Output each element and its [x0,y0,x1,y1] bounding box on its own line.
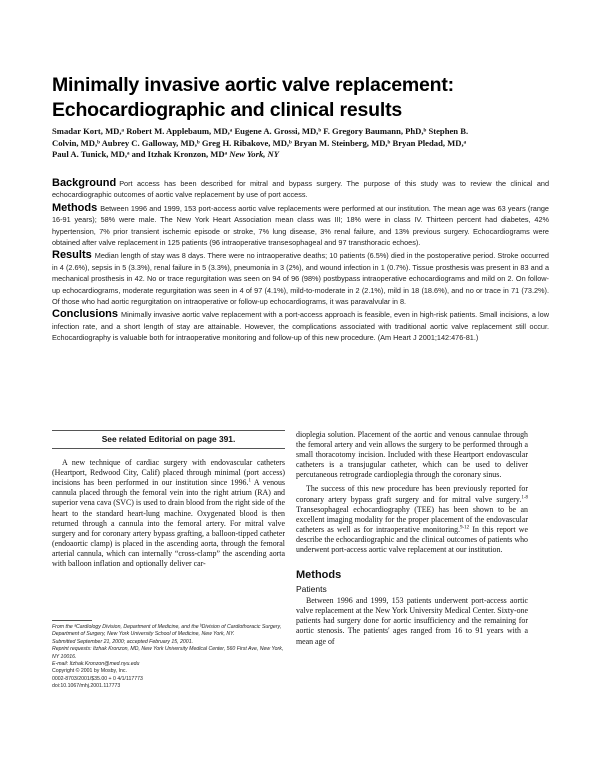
right-column [296,430,528,647]
intro-text: A new technique of cardiac surgery with endovascular catheters (Heartport, Redwood City, Calif) placed through minimal (port access) incisions has been performed in our institution since 1996. [52,458,285,488]
abstract-results-text: Median length of stay was 8 days. There were no intraoperative deaths; 10 patients (6.5%) died in the postoperative period. Stroke occurred in 4 (2.6%), sepsis in 5 (3.3%), renal failure in 5 (3.3%), pneumonia in 3 (2%), and wound infection in 1 (0.7%). Tissue prosthesis was present in 83 and a mechanical prosthesis in 42. No or trace regurgitation was seen on 94 of 96 (98%) postbypass intraoperative echocardiograms and mild on 2. On follow-up echocardiograms, moderate regurgitation was seen in 4 of 97 (4.1%), mild-to-moderate in 2 (2.1%), mild in 18 (18.6%), and no or trace in 71 (73.2%). Of those who had aortic regurgitation on intraoperative or follow-up echocardiograms, it was paravalvular in 8. [52,251,549,307]
authors-line-2: Colvin, MD,ᵇ Aubrey C. Galloway, MD,ᵇ Greg H. Ribakove, MD,ᵇ Bryan M. Steinberg, MD,ᵇ Bryan Pledad, MD,ᵃ [52,137,467,148]
footnote-issn: 0002-8703/2001/$35.00 + 0 4/1/117773 [52,675,143,682]
authors-line-1: Smadar Kort, MD,ᵃ Robert M. Applebaum, MD,ᵃ Eugene A. Grossi, MD,ᵇ F. Gregory Baumann, PhD,ᵇ Stephen B. [52,126,469,136]
authors-line-3 [52,149,552,161]
right-p2-cont: Transesophageal echocardiography (TEE) has been shown to be an excellent imaging modality for the proper placement of the endovascular catheters as well as for intraoperative monitoring. [296,504,528,534]
right-paragraph-1: dioplegia solution. Placement of the aortic and venous cannulae through the femoral artery and vein allows the surgery to be performed through a small thoracotomy incision. Included with these Heartport endovascular catheters is a transjugular catheter, which can be used to deliver percutaneous retrograde cardioplegia through the coronary sinus. [296,430,528,480]
left-column [52,430,285,569]
abstract-methods-text: Between 1996 and 1999, 153 port-access aortic valve replacements were performed at our institution. The mean age was 63 years (range 16-91 years); 58% were male. The New York Heart Association mean class was III; 18% were in class IV. Thirteen percent had diabetes, 42% hypertension, 7% prior transient ischemic episode or stroke, 7% lung disease, 3% renal failure, and 13% previous surgery. Echocardiograms were obtained after valve replacement in 125 patients (96 intraoperative transesophageal and 97 transthoracic echoes). [52,203,549,248]
right-paragraph-2 [296,484,528,555]
abstract-methods [52,203,549,249]
abstract-methods-head: Methods [52,201,98,214]
abstract-background-text: Port access has been described for mitral and bypass surgery. The purpose of this study was to review the clinical and echocardiographic outcomes of aortic valve replacement by use of port access. [52,179,549,200]
related-editorial-note: See related Editorial on page 391. [101,434,236,444]
title-line-2: Echocardiographic and clinical results [52,99,403,121]
author-list [52,126,552,161]
article-title [52,73,552,123]
right-p2-text: The success of this new procedure has been previously reported for coronary artery bypass graft surgery and for mitral valve surgery. [296,484,528,504]
footnote-copyright: Copyright © 2001 by Mosby, Inc. [52,668,127,675]
abstract-conclusions-text: Minimally invasive aortic valve replacement with a port-access approach is feasible, even in high-risk patients. Small incisions, a low infection rate, and a short length of stay are attainable. However, the complications associated with traditional aortic valve replacement still occur. Echocardiography is valuable both for intraoperative monitoring and follow-up of this new procedure. (Am Heart J 2001;142:476-81.) [52,310,549,343]
intro-paragraph [52,458,285,569]
abstract-results-head: Results [52,249,92,262]
authors-location: New York, NY [229,149,279,159]
footnotes [52,620,285,691]
abstract-conclusions [52,309,549,343]
patients-paragraph: Between 1996 and 1999, 153 patients underwent port-access aortic valve replacement at the New York University Medical Center. Sixty-one patients had surgery done for aortic insufficiency and the remaining for aortic stenosis. The patients' ages ranged from 16 to 91 years with a mean age of [296,596,528,646]
footnote-submitted: Submitted September 21, 2000; accepted February 15, 2001. [52,638,194,645]
right-p2-cont2: In this report we describe the echocardiographic and the clinical outcomes of patients who underwent port-access aortic valve replacement at our institution. [296,524,528,555]
title-line-1: Minimally invasive aortic valve replacement: [52,74,454,96]
footnote-doi: doi:10.1067/mhj.2001.117773 [52,683,121,690]
abstract-results [52,250,549,307]
right-p2-ref: 1-8 [521,494,528,500]
intro-ref: 1 [248,478,251,484]
abstract [52,178,549,344]
abstract-conclusions-head: Conclusions [52,308,119,321]
abstract-background [52,178,549,201]
intro-text-cont: A venous cannula placed through the femoral vein into the right atrium (RA) and superior vena cava (SVC) is used to drain blood from the right side of the heart to the standard heart-lung machine. Oxygenated blood is then returned through a cannula into the femoral artery. For mitral valve surgery and for coronary artery bypass grafting, a balloon-tipped catheter (endoaortic clamp) is placed in the ascending aorta, through the femoral arterial cannula, which can internally “cross-clamp” the ascending aorta with balloon inflation and optionally deliver car- [52,478,285,569]
patients-subheading: Patients [296,584,327,595]
footnote-reprints: Reprint requests: Itzhak Kronzon, MD, New York University Medical Center, 560 First Ave, New York, NY 10016. [52,646,284,660]
authors-line-3-names: Paul A. Tunick, MD,ᵃ and Itzhak Kronzon, MDᵃ [52,149,228,159]
footnote-email: E-mail: Itzhak.Kronzon@med.nyu.edu [52,661,140,668]
right-p2-ref2: 9-12 [460,525,470,531]
footnote-affiliation: From the ᵃCardiology Division, Department of Medicine, and the ᵇDivision of Cardiothoracic Surgery, Department of Surgery, New York University School of Medicine, New York, NY. [52,624,282,638]
methods-heading: Methods [296,569,342,582]
abstract-background-head: Background [52,177,117,189]
